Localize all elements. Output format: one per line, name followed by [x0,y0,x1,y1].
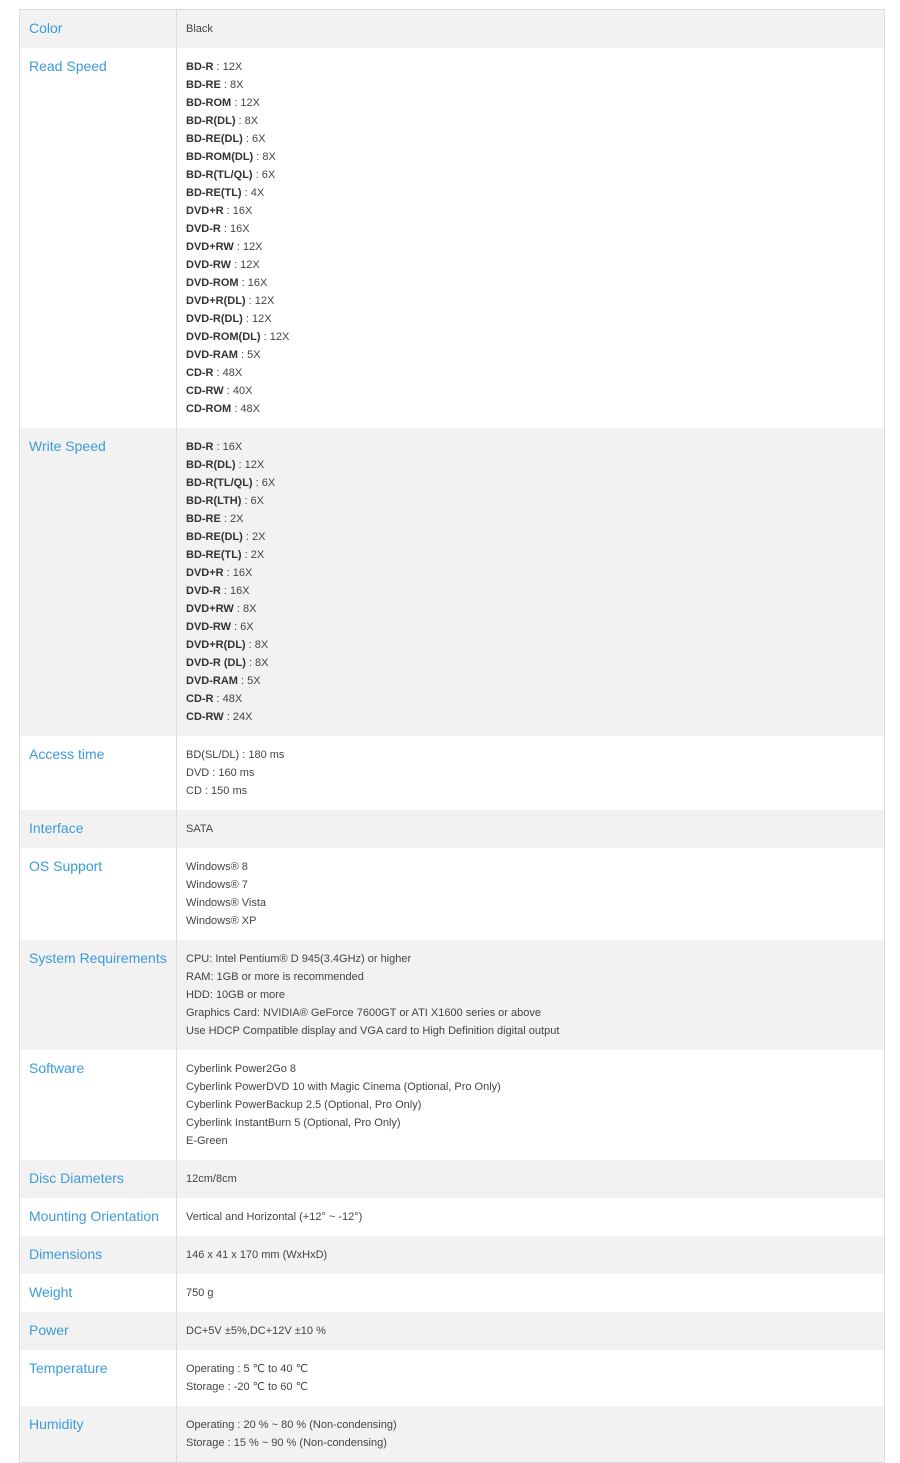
spec-row [20,1350,884,1406]
spec-value-line [186,1246,884,1264]
spec-format-key: DVD-RAM [186,349,238,361]
spec-value-text: Black [186,23,213,35]
spec-value-line [186,1132,884,1150]
spec-value-text: : 16X [220,223,250,235]
spec-value [177,428,884,736]
spec-value-text: : 12X [235,459,265,471]
spec-value-line [186,546,884,564]
spec-row [20,1236,884,1274]
spec-format-key: BD-R(TL/QL) [186,477,253,489]
spec-value-line [186,112,884,130]
spec-value-line [186,1378,884,1396]
spec-value-text: Use HDCP Compatible display and VGA card to High Definition digital output [186,1025,560,1037]
spec-value-text: : 16X [220,585,250,597]
spec-value-line [186,600,884,618]
spec-format-key: BD-R(DL) [186,459,236,471]
spec-value-line [186,894,884,912]
spec-value-text: : 16X [213,441,243,453]
spec-label: Mounting Orientation [20,1198,177,1236]
spec-value-line [186,166,884,184]
spec-value [177,1274,884,1312]
spec-row [20,940,884,1050]
spec-value-text: : 6X [231,621,254,633]
spec-value-text: Operating : 20 % ~ 80 % (Non-condensing) [186,1419,397,1431]
spec-value-text: CD : 150 ms [186,785,248,797]
spec-value-text: : 8X [245,639,269,651]
spec-value-line [186,474,884,492]
spec-value-text: : 12X [260,331,290,343]
spec-row [20,428,884,736]
spec-value-text: Cyberlink PowerDVD 10 with Magic Cinema (Optional, Pro Only) [186,1081,501,1093]
spec-value-line [186,20,884,38]
spec-value-line [186,382,884,400]
spec-format-key: CD-RW [186,385,224,397]
spec-value [177,1198,884,1236]
spec-value-line [186,764,884,782]
spec-format-key: DVD+RW [186,241,234,253]
spec-value-line [186,492,884,510]
spec-value-text: : 6X [242,133,266,145]
spec-value-line [186,1284,884,1302]
spec-value-line [186,256,884,274]
spec-value-line [186,858,884,876]
spec-value-text: DC+5V ±5%,DC+12V ±10 % [186,1325,326,1337]
spec-value [177,1406,884,1462]
spec-value-text: : 6X [241,495,265,507]
spec-format-key: BD-RE [186,79,221,91]
spec-label: Dimensions [20,1236,177,1274]
spec-value-text: : 48X [213,693,243,705]
spec-value-line [186,690,884,708]
spec-label: Software [20,1050,177,1160]
spec-value-line [186,202,884,220]
spec-value-text: : 12X [213,61,243,73]
spec-row [20,736,884,810]
spec-value-line [186,438,884,456]
spec-value-text: Windows® 8 [186,861,248,873]
spec-value-text: : 12X [231,259,260,271]
spec-format-key: CD-R [186,693,214,705]
spec-value-line [186,1322,884,1340]
spec-table [19,9,885,1463]
spec-row [20,1406,884,1462]
spec-label: Write Speed [20,428,177,736]
spec-value [177,1160,884,1198]
spec-value-text: Cyberlink Power2Go 8 [186,1063,297,1075]
spec-format-key: BD-RE(TL) [186,549,242,561]
spec-format-key: CD-R [186,367,214,379]
spec-label: Color [20,10,177,48]
spec-value-line [186,58,884,76]
spec-row [20,810,884,848]
spec-value-text: Windows® 7 [186,879,248,891]
spec-label: OS Support [20,848,177,940]
spec-format-key: BD-RE(DL) [186,531,243,543]
spec-value-line [186,1096,884,1114]
spec-format-key: DVD-R [186,223,221,235]
spec-value-text: : 48X [231,403,260,415]
spec-row [20,10,884,48]
spec-value [177,1312,884,1350]
spec-value-line [186,654,884,672]
spec-value-text: : 12X [231,97,260,109]
spec-value-text: : 12X [242,313,272,325]
spec-row [20,848,884,940]
spec-value-text: : 48X [213,367,243,379]
spec-value-text: : 6X [252,169,276,181]
spec-value-line [186,708,884,726]
spec-value-text: : 4X [241,187,265,199]
spec-value-line [186,328,884,346]
spec-value-line [186,346,884,364]
spec-value-text: : 5X [237,675,261,687]
spec-value-text: : 8X [233,603,257,615]
spec-value-text: : 5X [237,349,261,361]
spec-value-line [186,310,884,328]
spec-value-text: Cyberlink PowerBackup 2.5 (Optional, Pro Only) [186,1099,422,1111]
spec-value-text: RAM: 1GB or more is recommended [186,971,364,983]
spec-value-text: : 2X [220,513,244,525]
spec-format-key: BD-R [186,61,214,73]
spec-format-key: BD-RE [186,513,221,525]
spec-value-line [186,746,884,764]
spec-value-line [186,400,884,418]
spec-value-text: : 2X [241,549,265,561]
spec-label: Temperature [20,1350,177,1406]
spec-value-text: Vertical and Horizontal (+12° ~ -12°) [186,1211,363,1223]
spec-format-key: BD-RE(DL) [186,133,243,145]
spec-value-line [186,1170,884,1188]
spec-value-text: : 6X [252,477,276,489]
spec-value-text: Graphics Card: NVIDIA® GeForce 7600GT or ATI X1600 series or above [186,1007,541,1019]
spec-value-line [186,564,884,582]
spec-value-text: Storage : -20 ℃ to 60 ℃ [186,1381,308,1393]
spec-label: System Requirements [20,940,177,1050]
spec-value [177,848,884,940]
spec-value-text: BD(SL/DL) : 180 ms [186,749,285,761]
spec-value-line [186,130,884,148]
spec-label: Power [20,1312,177,1350]
spec-format-key: DVD-RW [186,259,232,271]
spec-value-line [186,1434,884,1452]
spec-value-text: : 12X [245,295,275,307]
spec-value-line [186,184,884,202]
spec-label: Access time [20,736,177,810]
spec-value [177,1350,884,1406]
spec-row [20,48,884,428]
spec-value-line [186,1208,884,1226]
spec-value-line [186,292,884,310]
spec-value-text: DVD : 160 ms [186,767,255,779]
spec-label: Weight [20,1274,177,1312]
spec-label: Disc Diameters [20,1160,177,1198]
spec-format-key: BD-R(DL) [186,115,236,127]
spec-value-text: : 24X [223,711,253,723]
spec-value [177,48,884,428]
spec-value [177,736,884,810]
spec-label: Interface [20,810,177,848]
spec-value-text: 750 g [186,1287,214,1299]
spec-value-line [186,1416,884,1434]
spec-value-text: Windows® Vista [186,897,267,909]
spec-value-line [186,1022,884,1040]
spec-value-text: 12cm/8cm [186,1173,237,1185]
spec-value-line [186,1004,884,1022]
spec-value-line [186,986,884,1004]
spec-value-text: : 8X [253,151,276,163]
spec-row [20,1160,884,1198]
spec-format-key: DVD-ROM(DL) [186,331,261,343]
spec-value-line [186,76,884,94]
spec-format-key: DVD-R (DL) [186,657,246,669]
spec-label: Humidity [20,1406,177,1462]
spec-row [20,1274,884,1312]
spec-value-line [186,1078,884,1096]
spec-row [20,1198,884,1236]
spec-format-key: BD-ROM [186,97,232,109]
spec-value [177,10,884,48]
spec-format-key: DVD+R(DL) [186,639,246,651]
spec-value-line [186,94,884,112]
spec-value-line [186,510,884,528]
spec-value-line [186,820,884,838]
spec-value [177,940,884,1050]
spec-format-key: BD-RE(TL) [186,187,242,199]
spec-format-key: CD-ROM [186,403,232,415]
spec-format-key: DVD-R(DL) [186,313,243,325]
spec-format-key: DVD-RW [186,621,232,633]
spec-value-text: 146 x 41 x 170 mm (WxHxD) [186,1249,328,1261]
spec-value [177,810,884,848]
spec-value-line [186,1060,884,1078]
spec-format-key: DVD-R [186,585,221,597]
spec-format-key: BD-ROM(DL) [186,151,254,163]
spec-value-text: SATA [186,823,214,835]
spec-value-text: E-Green [186,1135,228,1147]
spec-format-key: DVD-ROM [186,277,239,289]
spec-value-text: : 16X [223,205,253,217]
spec-value [177,1050,884,1160]
spec-value-text: : 16X [238,277,268,289]
spec-value-line [186,364,884,382]
spec-value-line [186,636,884,654]
spec-value-line [186,618,884,636]
spec-value-line [186,456,884,474]
spec-value-text: : 16X [223,567,253,579]
spec-format-key: DVD+RW [186,603,234,615]
spec-value-line [186,582,884,600]
spec-format-key: BD-R [186,441,214,453]
spec-value-text: Cyberlink InstantBurn 5 (Optional, Pro Only) [186,1117,401,1129]
spec-format-key: DVD+R [186,205,224,217]
spec-row [20,1050,884,1160]
spec-value-text: : 40X [223,385,253,397]
spec-value-line [186,782,884,800]
spec-value-line [186,950,884,968]
spec-value-text: CPU: Intel Pentium® D 945(3.4GHz) or higher [186,953,412,965]
spec-format-key: DVD-RAM [186,675,238,687]
spec-value-text: Windows® XP [186,915,257,927]
spec-value-line [186,528,884,546]
spec-value-line [186,148,884,166]
spec-row [20,1312,884,1350]
spec-value-text: Operating : 5 ℃ to 40 ℃ [186,1363,308,1375]
spec-value-text: Storage : 15 % ~ 90 % (Non-condensing) [186,1437,387,1449]
spec-value-text: HDD: 10GB or more [186,989,286,1001]
spec-value-line [186,968,884,986]
spec-value [177,1236,884,1274]
spec-format-key: BD-R(TL/QL) [186,169,253,181]
spec-value-text: : 8X [235,115,259,127]
spec-value-line [186,238,884,256]
spec-label: Read Speed [20,48,177,428]
spec-value-line [186,672,884,690]
spec-value-line [186,912,884,930]
spec-value-line [186,274,884,292]
spec-format-key: DVD+R [186,567,224,579]
spec-value-text: : 12X [233,241,263,253]
spec-value-text: : 2X [242,531,266,543]
spec-value-line [186,220,884,238]
spec-value-line [186,876,884,894]
spec-format-key: DVD+R(DL) [186,295,246,307]
spec-format-key: BD-R(LTH) [186,495,242,507]
spec-value-text: : 8X [220,79,244,91]
spec-value-text: : 8X [245,657,269,669]
spec-value-line [186,1360,884,1378]
spec-format-key: CD-RW [186,711,224,723]
spec-value-line [186,1114,884,1132]
